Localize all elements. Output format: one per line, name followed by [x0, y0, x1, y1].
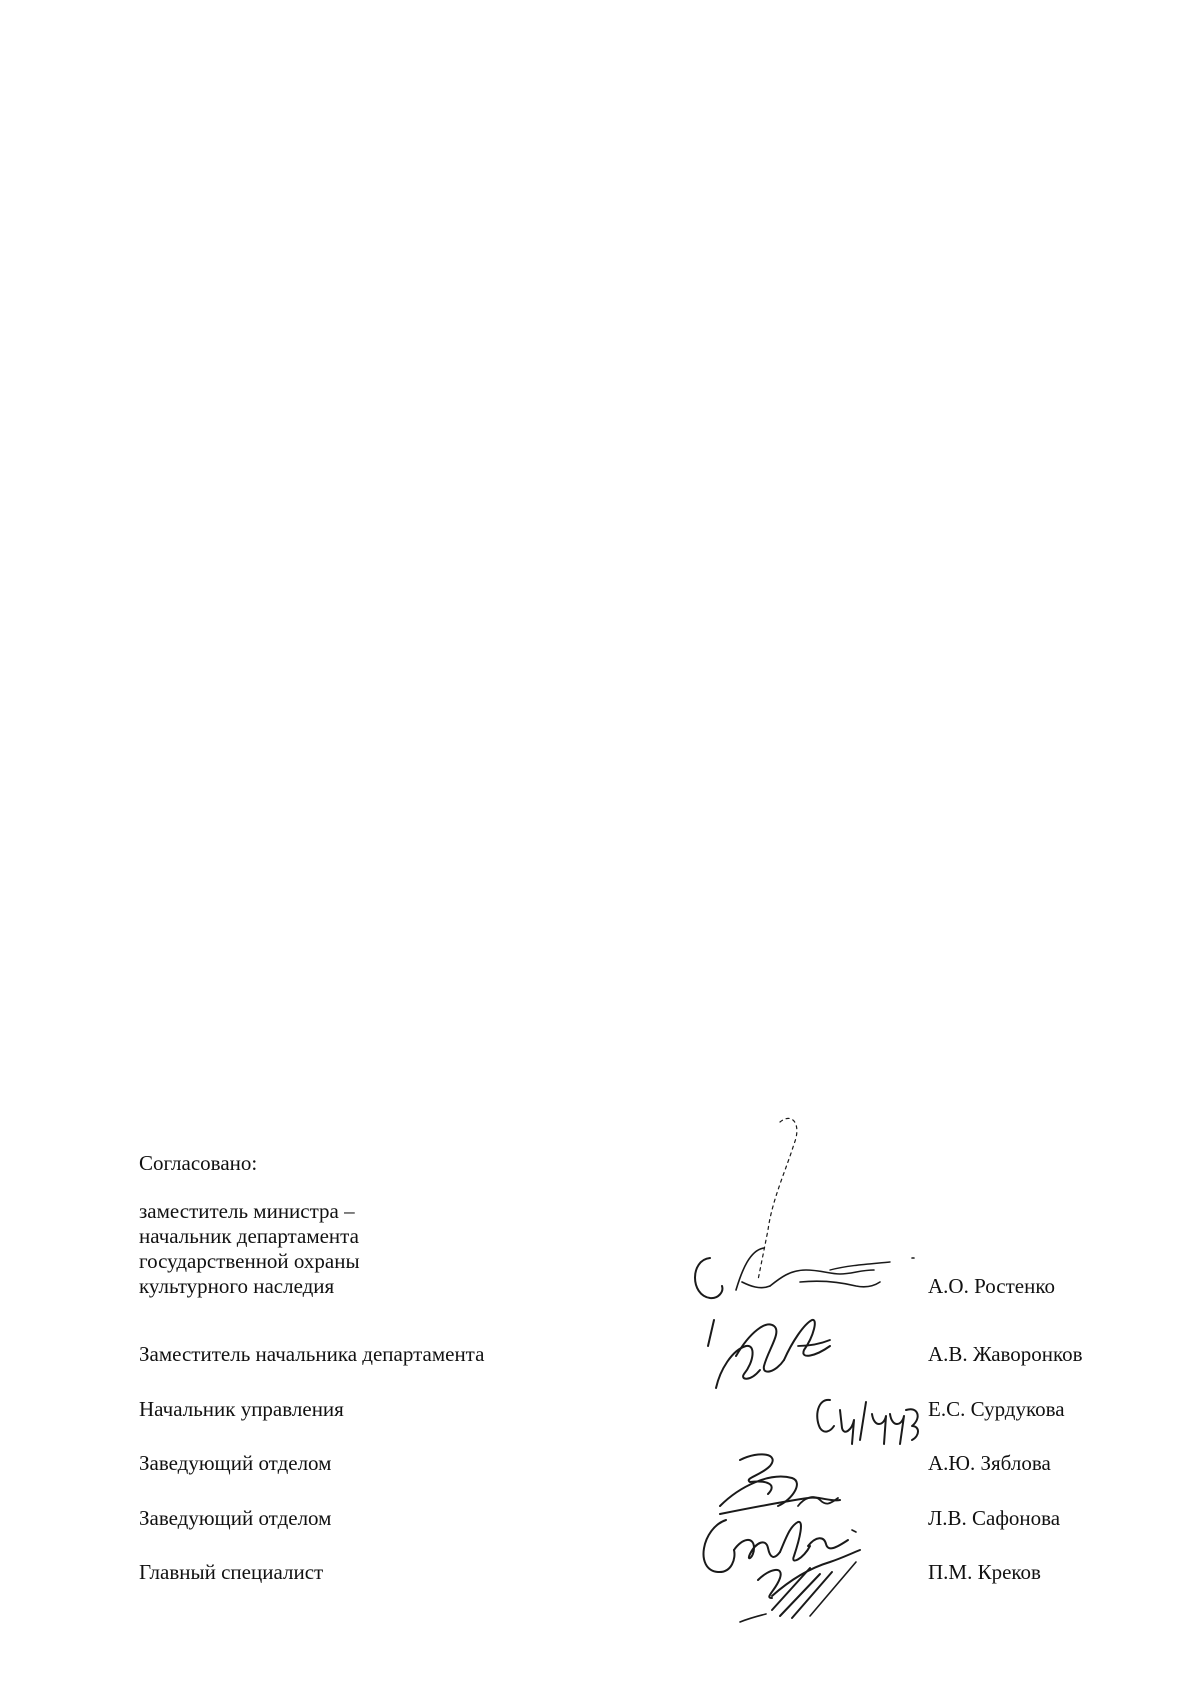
- signatory-name-5: П.М. Креков: [928, 1560, 1041, 1584]
- signatory-position-2: Начальник управления: [139, 1397, 344, 1421]
- signature-krekov-icon: [740, 1550, 860, 1622]
- first-position-line-2: начальник департамента: [139, 1224, 359, 1248]
- signature-zhavoronkov-icon: [708, 1320, 830, 1388]
- approval-heading: Согласовано:: [139, 1151, 258, 1175]
- first-position-line-3: государственной охраны: [139, 1249, 360, 1273]
- signatory-name-3: А.Ю. Зяблова: [928, 1451, 1051, 1475]
- signatory-position-3: Заведующий отделом: [139, 1451, 332, 1475]
- signature-rostenko-icon: [695, 1118, 914, 1298]
- signatory-name-4: Л.В. Сафонова: [928, 1506, 1061, 1530]
- signature-safonova-icon: [704, 1520, 856, 1572]
- first-signatory-position: [139, 1199, 360, 1299]
- signatory-position-5: Главный специалист: [139, 1560, 324, 1584]
- signatory-name-1: А.В. Жаворонков: [928, 1342, 1083, 1366]
- first-position-line-4: культурного наследия: [139, 1274, 335, 1298]
- signatory-position-1: Заместитель начальника департамента: [139, 1342, 485, 1366]
- signatory-position-4: Заведующий отделом: [139, 1506, 332, 1530]
- signature-zyablova-icon: [720, 1454, 840, 1514]
- first-signatory-name: А.О. Ростенко: [928, 1274, 1055, 1298]
- signatures-area: [680, 1110, 940, 1630]
- signatory-name-2: Е.С. Сурдукова: [928, 1397, 1065, 1421]
- first-position-line-1: заместитель министра –: [139, 1199, 355, 1223]
- signature-surdukova-icon: [817, 1400, 918, 1444]
